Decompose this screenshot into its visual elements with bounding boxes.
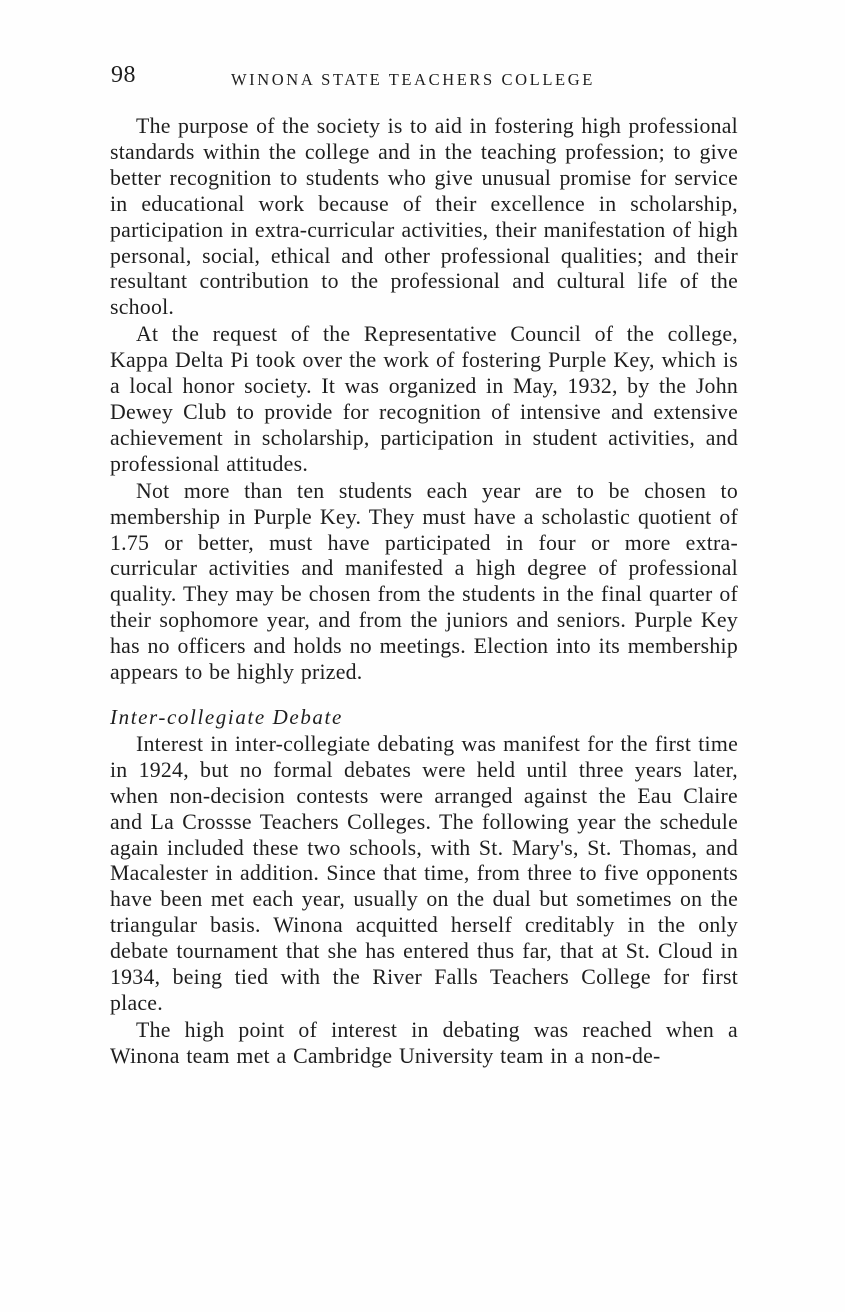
paragraph: The high point of interest in debating was reached when a Winona team met a Cambridge University team in a non-de-	[110, 1017, 738, 1068]
paragraph: At the request of the Representative Council of the college, Kappa Delta Pi took over the work of fostering Purple Key, which is a local honor society. It was organized in May, 1932, by the John Dewey Club to provide for recognition of intensive and extensive achievement in scholarship, participation in student activities, and professional attitudes.	[110, 322, 738, 476]
running-head	[111, 60, 741, 94]
section-heading: Inter-collegiate Debate	[110, 704, 343, 729]
body-text	[110, 114, 738, 1070]
running-title: WINONA STATE TEACHERS COLLEGE	[231, 70, 595, 89]
paragraph: Interest in inter-collegiate debating was manifest for the first time in 1924, but no formal debates were held until three years later, when non-decision contests were arranged against the Eau Claire and La Crossse Teachers Colleges. The following year the schedule again included these two schools, with St. Mary's, St. Thomas, and Macalester in addition. Since that time, from three to five opponents have been met each year, usually on the dual but sometimes on the triangular basis. Winona acquitted herself creditably in the only debate tournament that she has entered thus far, that at St. Cloud in 1934, being tied with the River Falls Teachers College for first place.	[110, 731, 738, 1015]
page-number: 98	[111, 62, 136, 88]
paragraph: Not more than ten students each year are to be chosen to membership in Purple Key. They must have a scholastic quotient of 1.75 or better, must have participated in four or more extra-curricular activities and manifested a high degree of professional quality. They may be chosen from the students in the final quarter of their sophomore year, and from the juniors and seniors. Purple Key has no officers and holds no meetings. Election into its membership appears to be highly prized.	[110, 478, 738, 685]
paragraph: The purpose of the society is to aid in fostering high professional standards within the college and in the teaching profession; to give better recognition to students who give unusual promise for service in educational work because of their excellence in scholarship, participation in extra-curricular activities, their manifestation of high personal, social, ethical and other professional qualities; and their resultant contribution to the professional and cultural life of the school.	[110, 114, 738, 320]
